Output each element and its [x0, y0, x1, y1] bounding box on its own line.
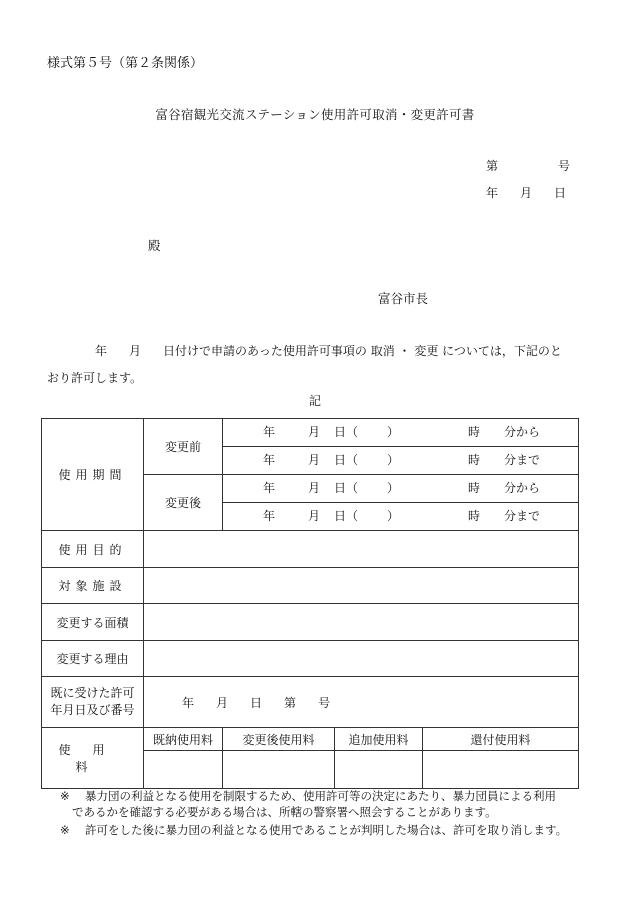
previous-permit-label-line2: 年月日及び番号 [50, 703, 135, 717]
tp-hour: 時 [467, 481, 480, 495]
body-line-1 [95, 342, 562, 359]
tp-month: 月 [307, 425, 320, 439]
reason-value [144, 641, 579, 677]
tp-day: 日（ [333, 509, 358, 523]
area-label: 変更する面積 [42, 604, 144, 641]
area-value [144, 604, 579, 641]
prev-year: 年 [182, 695, 195, 710]
fee-value-after-change [223, 751, 335, 789]
after-from-row [223, 475, 579, 503]
tp-day: 日（ [333, 453, 358, 467]
prev-dai: 第 [284, 695, 297, 710]
fee-header-refund: 還付使用料 [423, 728, 579, 751]
tp-from: 分から [503, 481, 540, 495]
purpose-value [144, 531, 579, 568]
tp-month: 月 [307, 509, 320, 523]
tp-month: 月 [307, 481, 320, 495]
tp-hour: 時 [467, 509, 480, 523]
tp-paren: ） [386, 453, 399, 467]
body-line-2: おり許可します。 [47, 371, 143, 385]
prev-month: 月 [216, 695, 229, 710]
date-month: 月 [520, 186, 533, 200]
after-until-row [223, 503, 579, 531]
before-label: 変更前 [144, 419, 223, 475]
tp-until: 分まで [503, 509, 540, 523]
tp-paren: ） [386, 425, 399, 439]
date-day: 日 [554, 186, 567, 200]
reason-label: 変更する理由 [42, 641, 144, 677]
previous-permit-label-line1: 既に受けた許可 [50, 686, 135, 700]
document-title: 富谷宿観光交流ステーション使用許可取消・変更許可書 [155, 107, 475, 122]
number-prefix: 第 [486, 159, 499, 173]
purpose-label: 使用目的 [42, 531, 144, 568]
note-1-line-1: 暴力団の利益となる使用を制限するため、使用許可等の決定にあたり、暴力団員による利用 [85, 789, 557, 803]
fee-label: 使用料 [42, 728, 144, 789]
tp-day: 日（ [333, 481, 358, 495]
before-until-row [223, 447, 579, 475]
note-2 [60, 822, 567, 838]
fee-value-additional [335, 751, 423, 789]
tp-from: 分から [503, 425, 540, 439]
issue-date-line [486, 184, 566, 201]
fee-value-paid [144, 751, 223, 789]
tp-paren: ） [386, 509, 399, 523]
note-2-line-1: 許可をした後に暴力団の利益となる使用であることが判明した場合は、許可を取り消します。 [85, 823, 568, 837]
body-year: 年 [95, 344, 108, 358]
form-number: 様式第５号（第２条関係） [47, 56, 204, 71]
after-label: 変更後 [144, 475, 223, 531]
fee-value-refund [423, 751, 579, 789]
date-year: 年 [486, 186, 499, 200]
note-1-line-2: であるかを確認する必要がある場合は、所轄の警察署へ照会することがあります。 [72, 805, 497, 819]
previous-permit-label [42, 677, 144, 728]
fee-header-after-change: 変更後使用料 [223, 728, 335, 751]
period-label: 使用期間 [42, 419, 144, 531]
note-1 [60, 788, 556, 804]
previous-permit-value [144, 677, 579, 728]
addressee: 殿 [148, 238, 161, 253]
prev-go: 号 [318, 695, 331, 710]
fee-header-additional: 追加使用料 [335, 728, 423, 751]
tp-day: 日（ [333, 425, 358, 439]
tp-hour: 時 [467, 453, 480, 467]
tp-year: 年 [262, 425, 275, 439]
document-number-line [486, 157, 570, 174]
tp-year: 年 [262, 509, 275, 523]
note-1-mark: ※ [60, 789, 70, 803]
body-month: 月 [129, 344, 142, 358]
tp-paren: ） [386, 481, 399, 495]
tp-year: 年 [262, 481, 275, 495]
fee-header-paid: 既納使用料 [144, 728, 223, 751]
tp-year: 年 [262, 453, 275, 467]
tp-hour: 時 [467, 425, 480, 439]
facility-value [144, 568, 579, 604]
permission-table [41, 418, 579, 789]
tp-until: 分まで [503, 453, 540, 467]
ki-heading: 記 [308, 394, 321, 408]
facility-label: 対象施設 [42, 568, 144, 604]
note-2-mark: ※ [60, 823, 70, 837]
body-text: 日付けで申請のあった使用許可事項の 取消 ・ 変更 については，下記のと [163, 344, 562, 358]
tp-month: 月 [307, 453, 320, 467]
before-from-row [223, 419, 579, 447]
prev-day: 日 [250, 695, 263, 710]
number-suffix: 号 [558, 159, 571, 173]
issuer: 富谷市長 [378, 291, 429, 306]
